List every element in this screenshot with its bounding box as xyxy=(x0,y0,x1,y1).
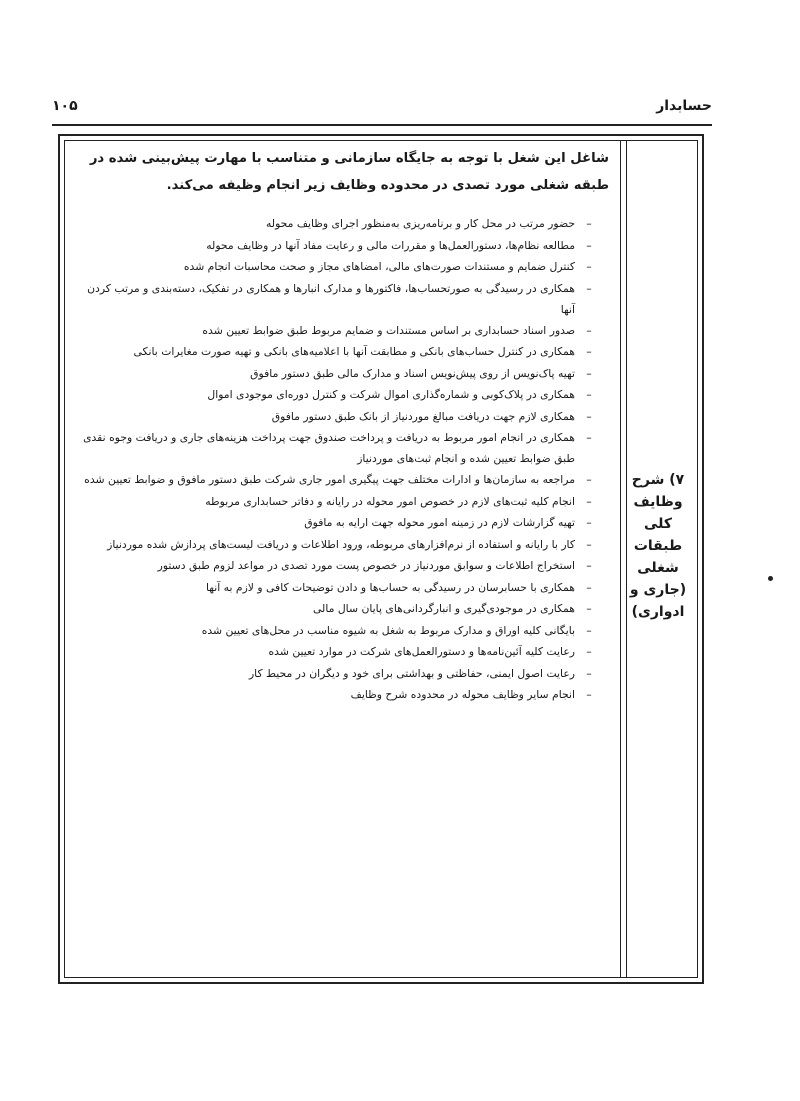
duty-text: انجام کلیه ثبت‌های لازم در خصوص امور محوله در رایانه و دفاتر حسابداری مربوطه xyxy=(205,494,575,508)
bullet-dash: – xyxy=(586,580,592,594)
duty-text: همکاری در پلاک‌کوبی و شماره‌گذاری اموال شرکت و کنترل دوره‌ای موجودی اموال xyxy=(207,388,575,401)
bullet-dash: – xyxy=(586,323,592,337)
duty-item xyxy=(79,663,597,685)
bullet-dash: – xyxy=(586,217,592,230)
duty-item xyxy=(79,620,597,642)
section-label-line: شغلی xyxy=(637,560,679,576)
duty-text: همکاری در انجام امور مربوط به دریافت و پرداخت صندوق جهت پرداخت هزینه‌های جاری و دریافت وجوه نقدی طبق ضوابط تعیین شده و انجام ثبت‌های موردنیاز xyxy=(83,431,575,465)
duty-item xyxy=(79,534,597,556)
section-label-line: ادواری) xyxy=(631,604,685,620)
bullet-dash: – xyxy=(586,494,592,508)
margin-dot xyxy=(768,576,773,581)
label-column xyxy=(620,141,697,977)
duty-text: همکاری در کنترل حساب‌های بانکی و مطابقت آنها با اعلامیه‌های بانکی و تهیه صورت مغایرات بانکی xyxy=(133,345,575,358)
duty-text: همکاری با حسابرسان در رسیدگی به حساب‌ها و دادن توضیحات کافی و لازم به آنها xyxy=(205,580,575,594)
bullet-dash: – xyxy=(586,559,592,572)
section-label xyxy=(625,469,691,623)
duty-text: تهیه گزارشات لازم در زمینه امور محوله جهت ارایه به مافوق xyxy=(304,516,575,529)
duty-item xyxy=(79,384,597,406)
section-label-line: ۷) شرح xyxy=(631,472,685,488)
duty-item xyxy=(79,320,597,342)
duty-item xyxy=(79,684,597,706)
duty-text: انجام سایر وظایف محوله در محدوده شرح وظایف xyxy=(350,688,575,701)
duty-item xyxy=(79,256,597,278)
duty-item xyxy=(79,363,597,385)
duty-text: همکاری در رسیدگی به صورتحساب‌ها، فاکتورها و مدارک انبارها و همکاری در تفکیک، دسته‌بندی و مرتب کردن آنها xyxy=(87,281,575,316)
bullet-dash: – xyxy=(586,473,592,486)
section-label-line: (جاری و xyxy=(629,582,687,598)
bullet-dash: – xyxy=(586,666,592,680)
duty-text: حضور مرتب در محل کار و برنامه‌ریزی به‌منظور اجرای وظایف محوله xyxy=(265,217,575,230)
duty-text: کنترل ضمایم و مستندات صورت‌های مالی، امضاهای مجاز و صحت محاسبات انجام شده xyxy=(183,260,575,273)
section-label-line: طبقات xyxy=(633,538,683,554)
header-rule xyxy=(52,124,712,126)
duty-item xyxy=(79,341,597,363)
section-label-line: وظایف xyxy=(633,494,683,510)
duty-item xyxy=(79,641,597,663)
bullet-dash: – xyxy=(586,281,592,295)
duties-table xyxy=(58,134,704,984)
duties-list xyxy=(71,213,615,706)
duty-text: صدور اسناد حسابداری بر اساس مستندات و ضمایم مربوط طبق ضوابط تعیین شده xyxy=(202,323,575,337)
bullet-dash: – xyxy=(586,688,592,701)
bullet-dash: – xyxy=(586,537,592,551)
duty-text: رعایت کلیه آئین‌نامه‌ها و دستورالعمل‌های شرکت در موارد تعیین شده xyxy=(268,645,575,658)
bullet-dash: – xyxy=(586,238,592,252)
duty-text: بایگانی کلیه اوراق و مدارک مربوط به شغل به شیوه مناسب در محل‌های تعیین شده xyxy=(201,623,575,637)
bullet-dash: – xyxy=(586,623,592,637)
duty-item xyxy=(79,469,597,491)
intro-paragraph: شاغل این شغل با توجه به جایگاه سازمانی و متناسب با مهارت پیش‌بینی شده در طبقه شغلی مورد تصدی در محدوده وظایف زیر انجام وظیفه می‌کند. xyxy=(89,151,609,193)
duty-item xyxy=(79,235,597,257)
header-title: حسابدار xyxy=(656,98,712,114)
bullet-dash: – xyxy=(586,516,592,529)
bullet-dash: – xyxy=(586,366,592,380)
duty-item xyxy=(79,213,597,235)
duty-text: همکاری در موجودی‌گیری و انبارگردانی‌های پایان سال مالی xyxy=(313,602,575,615)
bullet-dash: – xyxy=(586,409,592,423)
duty-text: مراجعه به سازمان‌ها و ادارات مختلف جهت پیگیری امور جاری شرکت طبق دستور مافوق و ضوابط تعیین شده xyxy=(84,473,575,486)
duty-item xyxy=(79,555,597,577)
page-header xyxy=(52,98,712,120)
duty-text: همکاری لازم جهت دریافت مبالغ موردنیاز از بانک طبق دستور مافوق xyxy=(271,409,575,423)
duty-text: استخراج اطلاعات و سوابق موردنیاز در خصوص پست مورد تصدی در مواعد لزوم طبق دستور xyxy=(157,559,575,572)
duty-text: تهیه پاک‌نویس از روی پیش‌نویس اسناد و مدارک مالی طبق دستور مافوق xyxy=(250,366,575,380)
duty-item xyxy=(79,598,597,620)
duty-item xyxy=(79,427,597,469)
page-number: ۱۰۵ xyxy=(52,98,78,114)
duty-item xyxy=(79,278,597,320)
bullet-dash: – xyxy=(586,645,592,658)
duty-text: کار با رایانه و استفاده از نرم‌افزارهای مربوطه، ورود اطلاعات و دریافت لیست‌های پردازش شده موردنیاز xyxy=(107,537,575,551)
bullet-dash: – xyxy=(586,345,592,358)
section-label-line: کلی xyxy=(643,516,673,532)
duty-text: مطالعه نظام‌ها، دستورالعمل‌ها و مقررات مالی و رعایت مفاد آنها در وظایف محوله xyxy=(206,238,575,252)
bullet-dash: – xyxy=(586,260,592,273)
bullet-dash: – xyxy=(586,388,592,401)
bullet-dash: – xyxy=(586,602,592,615)
duties-content xyxy=(71,141,615,706)
duty-item xyxy=(79,491,597,513)
duty-item xyxy=(79,406,597,428)
duty-item xyxy=(79,577,597,599)
duty-item xyxy=(79,512,597,534)
label-column-inner xyxy=(626,141,693,977)
duty-text: رعایت اصول ایمنی، حفاظتی و بهداشتی برای خود و دیگران در محیط کار xyxy=(248,666,575,680)
bullet-dash: – xyxy=(586,431,592,444)
table-inner-border xyxy=(64,140,698,978)
